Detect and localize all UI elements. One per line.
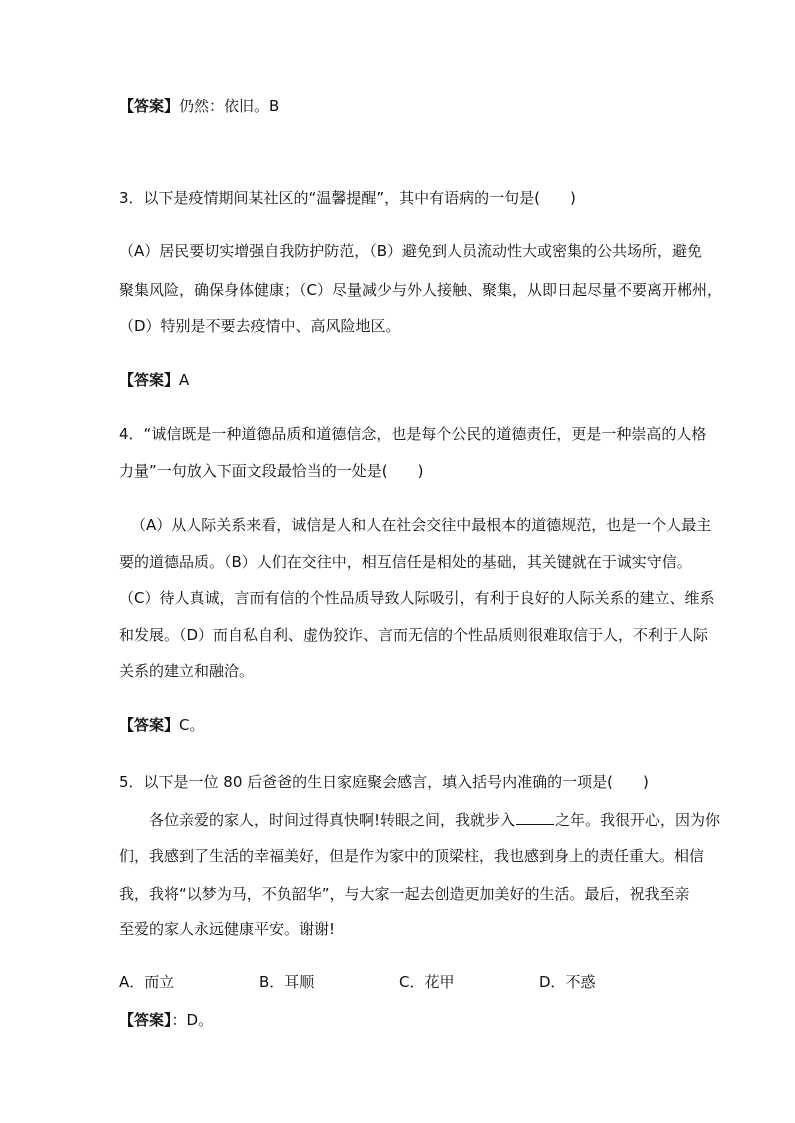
passage-text-after-blank: 之年。我很开心，因为你 <box>555 811 721 829</box>
question-4-line-3: （C）待人真诚，言而有信的个性品质导致人际吸引，有利于良好的人际关系的建立、维系 <box>119 589 715 607</box>
answer-text: C。 <box>179 716 205 734</box>
answer-text: A <box>179 371 190 389</box>
question-4-stem-line-1: 4．“诚信既是一种道德品质和道德信念，也是每个公民的道德责任，更是一种崇高的人格 <box>119 425 707 443</box>
question-5-passage-line-2: 们，我感到了生活的幸福美好，但是作为家中的顶梁柱，我也感到身上的责任重大。相信 <box>119 847 705 865</box>
answer-text: 仍然：依旧。B <box>179 97 280 115</box>
answer-label: 【答案】 <box>119 1011 172 1029</box>
answer-label: 【答案】 <box>119 97 180 115</box>
question-3-line-2: 聚集风险，确保身体健康；（C）尽量减少与外人接触、聚集，从即日起尽量不要离开郴州， <box>119 281 722 299</box>
question-3-line-1: （A）居民要切实增强自我防护防范，（B）避免到人员流动性大或密集的公共场所，避免 <box>119 242 703 260</box>
question-4-line-2: 要的道德品质。（B）人们在交往中，相互信任是相处的基础，其关键就在于诚实守信。 <box>119 553 692 571</box>
option-c: C．花甲 <box>399 973 455 991</box>
question-3-stem: 3．以下是疫情期间某社区的“温馨提醒”，其中有语病的一句是( ) <box>119 189 576 207</box>
question-5-stem: 5．以下是一位 80 后爸爸的生日家庭聚会感言，填入括号内准确的一项是( ) <box>119 773 649 791</box>
answer-line-5 <box>119 1010 213 1030</box>
question-4-line-5: 关系的建立和融洽。 <box>119 662 255 680</box>
question-5-passage-line-3: 我，我将“以梦为马，不负韶华”，与大家一起去创造更加美好的生活。最后，祝我至亲 <box>119 885 690 903</box>
answer-text: ：D。 <box>171 1011 214 1029</box>
question-5-passage-line-4: 至爱的家人永远健康平安。谢谢! <box>119 920 336 938</box>
option-a: A．而立 <box>119 973 175 991</box>
question-4-line-4: 和发展。（D）而自私自利、虚伪狡诈、言而无信的个性品质则很难取信于人，不利于人际 <box>119 626 709 644</box>
question-5-passage-line-1 <box>149 810 720 830</box>
option-b: B．耳顺 <box>259 973 315 991</box>
answer-line-3 <box>119 370 189 390</box>
answer-label: 【答案】 <box>119 371 180 389</box>
answer-label: 【答案】 <box>119 716 180 734</box>
passage-text-before-blank: 各位亲爱的家人，时间过得真快啊!转眼之间，我就步入 <box>149 811 516 829</box>
question-4-line-1: （A）从人际关系来看，诚信是人和人在社会交往中最根本的道德规范，也是一个人最主 <box>131 516 712 534</box>
answer-line-4 <box>119 715 205 735</box>
option-d: D．不惑 <box>539 973 596 991</box>
answer-line-1 <box>119 96 279 116</box>
question-3-line-3: （D）特别是不要去疫情中、高风险地区。 <box>119 317 401 335</box>
question-4-stem-line-2: 力量”一句放入下面文段最恰当的一处是( ) <box>119 462 424 480</box>
fill-in-blank <box>516 810 554 825</box>
